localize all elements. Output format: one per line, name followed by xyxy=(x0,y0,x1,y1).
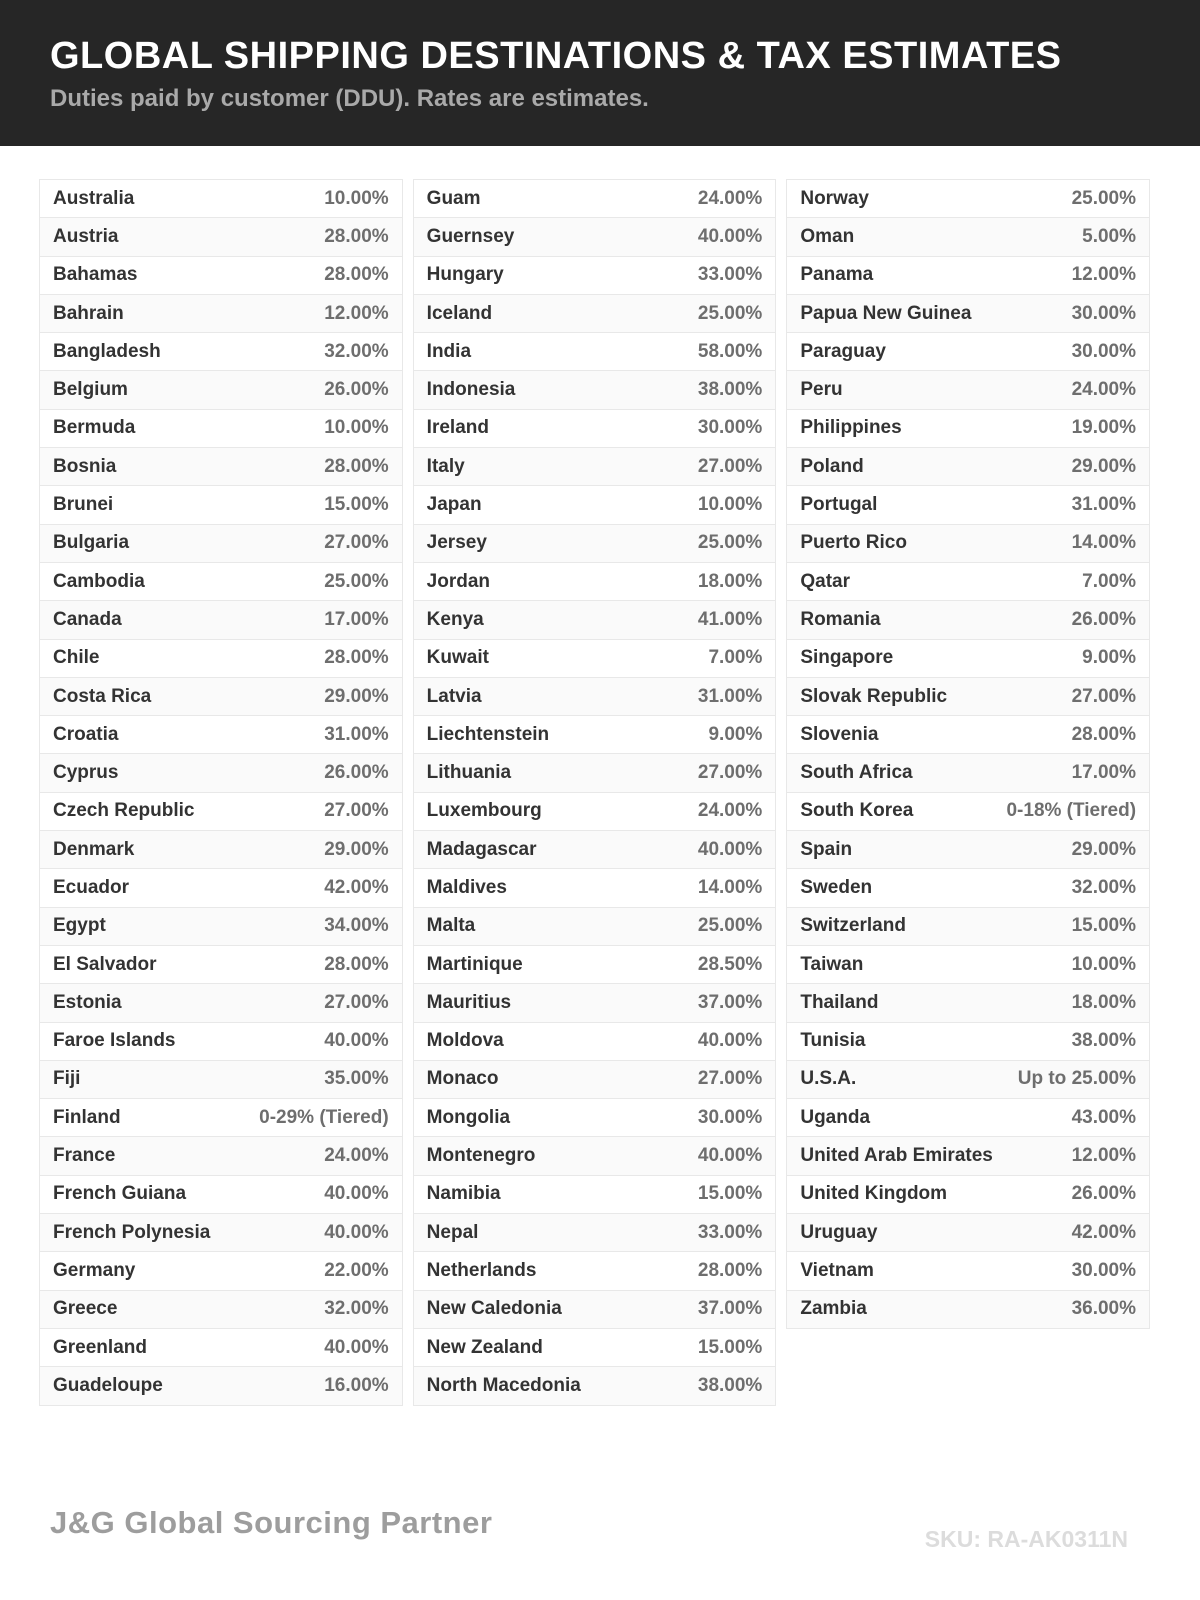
table-row xyxy=(413,983,777,1022)
table-row xyxy=(39,1098,403,1137)
tax-rate: 36.00% xyxy=(1071,1298,1137,1320)
country-name: Luxembourg xyxy=(426,800,542,822)
table-row xyxy=(786,792,1150,831)
table-row xyxy=(413,753,777,792)
country-name: India xyxy=(426,340,472,362)
country-name: Maldives xyxy=(426,876,507,898)
tax-rate: 5.00% xyxy=(1082,225,1137,247)
table-row xyxy=(413,447,777,486)
tax-rate: 7.00% xyxy=(708,647,763,669)
rate-column-2 xyxy=(413,179,777,1406)
tax-rate: 27.00% xyxy=(697,1068,763,1090)
table-row xyxy=(786,983,1150,1022)
tax-rate: 24.00% xyxy=(324,1145,389,1167)
table-row xyxy=(786,485,1150,524)
country-name: Guam xyxy=(426,187,481,209)
table-row xyxy=(786,1022,1150,1061)
rate-column-1 xyxy=(39,179,403,1406)
table-row xyxy=(413,217,777,256)
country-name: Cambodia xyxy=(53,570,145,592)
country-name: Latvia xyxy=(426,685,482,707)
tax-rate: 19.00% xyxy=(1071,417,1137,439)
tax-rate: 38.00% xyxy=(697,379,763,401)
tax-rate: 34.00% xyxy=(324,915,389,937)
table-row xyxy=(39,1366,403,1405)
country-name: Italy xyxy=(426,455,465,477)
tax-rate: 32.00% xyxy=(324,1298,389,1320)
table-row xyxy=(786,868,1150,907)
country-name: Sweden xyxy=(800,876,873,898)
country-name: Bahrain xyxy=(53,302,124,324)
country-name: Bangladesh xyxy=(53,340,161,362)
country-name: Panama xyxy=(800,264,874,286)
country-name: Iceland xyxy=(426,302,493,324)
country-name: Peru xyxy=(800,379,843,401)
tax-rate: 22.00% xyxy=(324,1259,389,1281)
tax-rate: 31.00% xyxy=(1071,494,1137,516)
country-name: Egypt xyxy=(53,915,106,937)
tax-rate: 17.00% xyxy=(324,608,389,630)
country-name: Bosnia xyxy=(53,455,117,477)
table-row xyxy=(413,524,777,563)
country-name: Indonesia xyxy=(426,379,516,401)
table-row xyxy=(39,1328,403,1367)
tax-rate: 41.00% xyxy=(697,608,763,630)
country-name: Philippines xyxy=(800,417,902,439)
table-row xyxy=(413,1060,777,1099)
country-name: Guadeloupe xyxy=(53,1374,163,1396)
country-name: Monaco xyxy=(426,1068,499,1090)
tax-rate: 17.00% xyxy=(1071,762,1137,784)
table-row xyxy=(39,945,403,984)
tax-rate: 30.00% xyxy=(697,1106,763,1128)
country-name: Mongolia xyxy=(426,1106,511,1128)
table-row xyxy=(39,256,403,295)
country-name: South Africa xyxy=(800,762,913,784)
table-row xyxy=(39,447,403,486)
country-name: Thailand xyxy=(800,991,879,1013)
tax-rate: 29.00% xyxy=(1071,838,1137,860)
country-name: Madagascar xyxy=(426,838,537,860)
tax-rate: 28.00% xyxy=(324,455,389,477)
tax-rate: 26.00% xyxy=(324,762,389,784)
tax-rate: 27.00% xyxy=(697,762,763,784)
country-name: Fiji xyxy=(53,1068,81,1090)
table-row xyxy=(413,370,777,409)
page-title: GLOBAL SHIPPING DESTINATIONS & TAX ESTIMATES xyxy=(50,35,1062,77)
country-name: French Polynesia xyxy=(53,1221,211,1243)
tax-rate: 29.00% xyxy=(1071,455,1137,477)
tax-rate: 40.00% xyxy=(697,225,763,247)
country-name: Japan xyxy=(426,494,482,516)
country-name: Vietnam xyxy=(800,1259,874,1281)
table-row xyxy=(413,1213,777,1252)
tax-rate: Up to 25.00% xyxy=(1017,1068,1137,1090)
tax-rate: 31.00% xyxy=(697,685,763,707)
country-name: Nepal xyxy=(426,1221,479,1243)
country-name: Bulgaria xyxy=(53,532,130,554)
table-row xyxy=(39,677,403,716)
tax-rate: 40.00% xyxy=(324,1336,389,1358)
country-name: Guernsey xyxy=(426,225,515,247)
country-name: Poland xyxy=(800,455,864,477)
country-name: North Macedonia xyxy=(426,1374,581,1396)
table-row xyxy=(413,485,777,524)
country-name: Brunei xyxy=(53,494,114,516)
tax-rate: 30.00% xyxy=(1071,302,1137,324)
table-row xyxy=(39,983,403,1022)
tax-rate: 15.00% xyxy=(697,1183,763,1205)
country-name: Qatar xyxy=(800,570,850,592)
table-row xyxy=(39,1213,403,1252)
country-name: Czech Republic xyxy=(53,800,195,822)
tax-rate: 10.00% xyxy=(324,187,389,209)
tax-rate: 9.00% xyxy=(1082,647,1137,669)
table-row xyxy=(413,600,777,639)
table-row xyxy=(413,256,777,295)
country-name: South Korea xyxy=(800,800,914,822)
table-row xyxy=(786,1290,1150,1329)
tax-rate: 10.00% xyxy=(697,494,763,516)
table-row xyxy=(413,868,777,907)
country-name: El Salvador xyxy=(53,953,157,975)
table-row xyxy=(39,370,403,409)
table-row xyxy=(413,1290,777,1329)
table-row xyxy=(413,409,777,448)
tax-rate: 24.00% xyxy=(697,800,763,822)
tax-rate: 26.00% xyxy=(1071,608,1137,630)
country-name: Paraguay xyxy=(800,340,886,362)
tax-rate: 0-18% (Tiered) xyxy=(1006,800,1137,822)
country-name: Canada xyxy=(53,608,122,630)
table-row xyxy=(786,715,1150,754)
table-row xyxy=(786,409,1150,448)
table-row xyxy=(786,1251,1150,1290)
tax-rate: 28.50% xyxy=(697,953,763,975)
tax-rate: 28.00% xyxy=(324,647,389,669)
table-row xyxy=(786,562,1150,601)
table-row xyxy=(413,1098,777,1137)
tax-rate: 26.00% xyxy=(324,379,389,401)
tax-rate: 10.00% xyxy=(1071,953,1137,975)
table-row xyxy=(786,1060,1150,1099)
tax-rate: 12.00% xyxy=(1071,1145,1137,1167)
country-name: Austria xyxy=(53,225,119,247)
tax-rate: 28.00% xyxy=(697,1259,763,1281)
tax-rate: 33.00% xyxy=(697,1221,763,1243)
tax-rate: 10.00% xyxy=(324,417,389,439)
country-name: Germany xyxy=(53,1259,136,1281)
country-name: Slovak Republic xyxy=(800,685,948,707)
table-row xyxy=(413,332,777,371)
tax-rate: 31.00% xyxy=(324,723,389,745)
table-row xyxy=(39,217,403,256)
tax-rate: 14.00% xyxy=(1071,532,1137,554)
table-row xyxy=(413,945,777,984)
tax-rate: 12.00% xyxy=(324,302,389,324)
table-row xyxy=(786,447,1150,486)
tax-rate: 40.00% xyxy=(697,1145,763,1167)
table-row xyxy=(39,485,403,524)
table-row xyxy=(786,1213,1150,1252)
table-row xyxy=(786,256,1150,295)
country-name: Martinique xyxy=(426,953,523,975)
table-row xyxy=(413,1136,777,1175)
country-name: Greece xyxy=(53,1298,118,1320)
table-row xyxy=(786,179,1150,218)
tax-rate: 29.00% xyxy=(324,838,389,860)
tax-rate: 24.00% xyxy=(1071,379,1137,401)
table-row xyxy=(786,639,1150,678)
tax-rate: 58.00% xyxy=(697,340,763,362)
table-row xyxy=(39,294,403,333)
country-name: Ecuador xyxy=(53,876,130,898)
tax-rate: 28.00% xyxy=(324,953,389,975)
table-row xyxy=(786,217,1150,256)
table-row xyxy=(786,294,1150,333)
table-row xyxy=(39,332,403,371)
tax-rate: 25.00% xyxy=(1071,187,1137,209)
country-name: Bermuda xyxy=(53,417,136,439)
country-name: Chile xyxy=(53,647,100,669)
tax-rate: 0-29% (Tiered) xyxy=(259,1106,389,1128)
tax-rate: 30.00% xyxy=(1071,340,1137,362)
country-name: Malta xyxy=(426,915,476,937)
table-row xyxy=(39,562,403,601)
table-row xyxy=(39,1251,403,1290)
tax-rate: 27.00% xyxy=(324,532,389,554)
table-row xyxy=(39,792,403,831)
tax-rate: 27.00% xyxy=(324,991,389,1013)
tax-rate: 27.00% xyxy=(1071,685,1137,707)
tax-rate: 40.00% xyxy=(324,1221,389,1243)
tax-rate: 42.00% xyxy=(324,876,389,898)
table-row xyxy=(413,792,777,831)
country-name: Lithuania xyxy=(426,762,512,784)
country-name: Tunisia xyxy=(800,1030,866,1052)
country-name: Bahamas xyxy=(53,264,138,286)
country-name: Costa Rica xyxy=(53,685,152,707)
tax-rate: 32.00% xyxy=(324,340,389,362)
table-row xyxy=(413,677,777,716)
country-name: United Arab Emirates xyxy=(800,1145,993,1167)
country-name: Jordan xyxy=(426,570,491,592)
country-name: U.S.A. xyxy=(800,1068,857,1090)
table-row xyxy=(413,1366,777,1405)
country-name: United Kingdom xyxy=(800,1183,948,1205)
table-row xyxy=(39,409,403,448)
tax-rate: 24.00% xyxy=(697,187,763,209)
table-row xyxy=(786,332,1150,371)
country-name: Cyprus xyxy=(53,762,119,784)
tax-rate: 28.00% xyxy=(1071,723,1137,745)
table-row xyxy=(786,1136,1150,1175)
tax-rate: 7.00% xyxy=(1082,570,1137,592)
tax-rate: 30.00% xyxy=(697,417,763,439)
tax-rate: 40.00% xyxy=(324,1183,389,1205)
table-row xyxy=(786,907,1150,946)
table-row xyxy=(413,1175,777,1214)
page-subtitle: Duties paid by customer (DDU). Rates are estimates. xyxy=(50,84,649,112)
country-name: Ireland xyxy=(426,417,489,439)
rates-table xyxy=(0,146,1200,1406)
table-row xyxy=(786,524,1150,563)
country-name: Zambia xyxy=(800,1298,867,1320)
table-row xyxy=(39,1290,403,1329)
country-name: Netherlands xyxy=(426,1259,537,1281)
tax-rate: 18.00% xyxy=(1071,991,1137,1013)
table-row xyxy=(786,945,1150,984)
sku-label: SKU: RA-AK0311N xyxy=(924,1526,1128,1552)
country-name: Finland xyxy=(53,1106,121,1128)
table-row xyxy=(413,1328,777,1367)
table-row xyxy=(413,1251,777,1290)
tax-rate: 16.00% xyxy=(324,1374,389,1396)
table-row xyxy=(786,600,1150,639)
country-name: Namibia xyxy=(426,1183,501,1205)
tax-rate: 38.00% xyxy=(1071,1030,1137,1052)
country-name: New Zealand xyxy=(426,1336,543,1358)
table-row xyxy=(413,294,777,333)
tax-rate: 9.00% xyxy=(708,723,763,745)
table-row xyxy=(39,1060,403,1099)
country-name: Belgium xyxy=(53,379,128,401)
country-name: Montenegro xyxy=(426,1145,536,1167)
table-row xyxy=(39,907,403,946)
footer xyxy=(50,1505,1128,1552)
country-name: Norway xyxy=(800,187,869,209)
table-row xyxy=(39,524,403,563)
header-banner xyxy=(0,0,1200,146)
country-name: Uruguay xyxy=(800,1221,878,1243)
tax-rate: 28.00% xyxy=(324,264,389,286)
tax-rate: 33.00% xyxy=(697,264,763,286)
tax-rate: 37.00% xyxy=(697,1298,763,1320)
tax-rate: 15.00% xyxy=(697,1336,763,1358)
country-name: Taiwan xyxy=(800,953,864,975)
tax-rate: 40.00% xyxy=(324,1030,389,1052)
brand-name: J&G Global Sourcing Partner xyxy=(50,1505,493,1540)
table-row xyxy=(39,1175,403,1214)
country-name: Kuwait xyxy=(426,647,489,669)
tax-rate: 42.00% xyxy=(1071,1221,1137,1243)
country-name: Mauritius xyxy=(426,991,512,1013)
tax-rate: 25.00% xyxy=(697,302,763,324)
rate-column-3 xyxy=(786,179,1150,1329)
tax-rate: 28.00% xyxy=(324,225,389,247)
table-row xyxy=(786,677,1150,716)
tax-rate: 32.00% xyxy=(1071,876,1137,898)
tax-rate: 12.00% xyxy=(1071,264,1137,286)
tax-rate: 27.00% xyxy=(697,455,763,477)
tax-rate: 37.00% xyxy=(697,991,763,1013)
country-name: Slovenia xyxy=(800,723,879,745)
table-row xyxy=(413,639,777,678)
country-name: France xyxy=(53,1145,116,1167)
country-name: Greenland xyxy=(53,1336,147,1358)
tax-rate: 14.00% xyxy=(697,876,763,898)
country-name: Jersey xyxy=(426,532,487,554)
country-name: New Caledonia xyxy=(426,1298,562,1320)
table-row xyxy=(413,830,777,869)
table-row xyxy=(413,1022,777,1061)
tax-rate: 40.00% xyxy=(697,838,763,860)
tax-rate: 25.00% xyxy=(697,532,763,554)
country-name: Liechtenstein xyxy=(426,723,550,745)
table-row xyxy=(786,1175,1150,1214)
country-name: Puerto Rico xyxy=(800,532,907,554)
table-row xyxy=(39,1022,403,1061)
country-name: Switzerland xyxy=(800,915,906,937)
tax-rate: 27.00% xyxy=(324,800,389,822)
table-row xyxy=(786,1098,1150,1137)
table-row xyxy=(39,830,403,869)
country-name: Romania xyxy=(800,608,881,630)
table-row xyxy=(39,639,403,678)
tax-rate: 43.00% xyxy=(1071,1106,1137,1128)
table-row xyxy=(413,179,777,218)
tax-rate: 30.00% xyxy=(1071,1259,1137,1281)
country-name: Singapore xyxy=(800,647,894,669)
tax-rate: 15.00% xyxy=(324,494,389,516)
country-name: Moldova xyxy=(426,1030,504,1052)
country-name: Oman xyxy=(800,225,855,247)
tax-rate: 38.00% xyxy=(697,1374,763,1396)
table-row xyxy=(413,562,777,601)
country-name: French Guiana xyxy=(53,1183,187,1205)
table-row xyxy=(39,715,403,754)
table-row xyxy=(786,753,1150,792)
table-row xyxy=(39,600,403,639)
table-row xyxy=(786,370,1150,409)
tax-rate: 26.00% xyxy=(1071,1183,1137,1205)
tax-rate: 18.00% xyxy=(697,570,763,592)
tax-rate: 15.00% xyxy=(1071,915,1137,937)
table-row xyxy=(413,907,777,946)
tax-rate: 29.00% xyxy=(324,685,389,707)
tax-rate: 25.00% xyxy=(697,915,763,937)
country-name: Estonia xyxy=(53,991,122,1013)
country-name: Hungary xyxy=(426,264,504,286)
table-row xyxy=(39,868,403,907)
table-row xyxy=(39,179,403,218)
country-name: Papua New Guinea xyxy=(800,302,972,324)
table-row xyxy=(39,753,403,792)
tax-rate: 40.00% xyxy=(697,1030,763,1052)
country-name: Spain xyxy=(800,838,853,860)
tax-rate: 25.00% xyxy=(324,570,389,592)
country-name: Australia xyxy=(53,187,135,209)
country-name: Portugal xyxy=(800,494,878,516)
table-row xyxy=(786,830,1150,869)
table-row xyxy=(413,715,777,754)
tax-rate: 35.00% xyxy=(324,1068,389,1090)
table-row xyxy=(39,1136,403,1175)
country-name: Denmark xyxy=(53,838,135,860)
country-name: Faroe Islands xyxy=(53,1030,176,1052)
country-name: Kenya xyxy=(426,608,484,630)
country-name: Uganda xyxy=(800,1106,871,1128)
country-name: Croatia xyxy=(53,723,119,745)
